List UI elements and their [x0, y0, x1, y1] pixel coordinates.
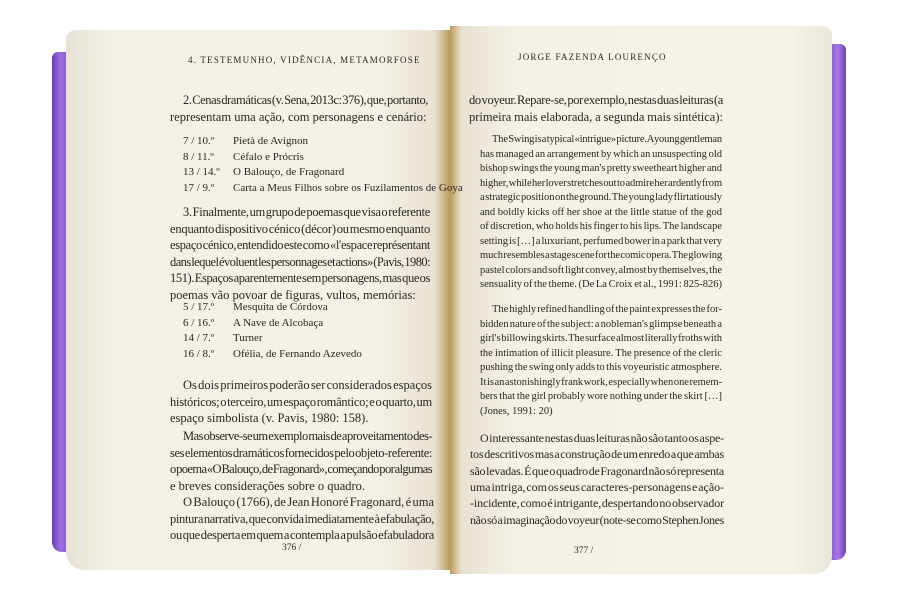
text-line: bidden nature of the subject: a nobleman's glimpse beneath a — [480, 318, 722, 330]
text-line: não só a imaginação do voyeur (note-se como Stephen Jones — [470, 512, 724, 527]
text-line: O Balouço (1766), de Jean Honoré Fragonard, é uma — [183, 495, 434, 509]
text-line: (Jones, 1991: 20) — [480, 405, 553, 417]
text-line: -incidente, como é intrigante, despertando no observador — [470, 496, 724, 511]
text-line: espaço simbolista (v. Pavis, 1980: 158). — [170, 411, 369, 425]
list-item-number: 14 / 7.º — [183, 332, 215, 344]
list-item-number: 6 / 16.º — [183, 316, 215, 329]
text-line: dans lequel évoluent les personnages et actions» (Pavis, 1980: — [170, 254, 430, 269]
text-line: primeira mais elaborada, a segunda mais sintética): — [469, 110, 723, 124]
text-line: setting is […] a luxuriant, perfumed bower in a park that very — [480, 235, 722, 247]
list-item-number: 17 / 9.º — [183, 181, 215, 194]
text-line: O interessante nestas duas leituras não são tanto os aspe- — [480, 431, 724, 445]
text-line: históricos; o terceiro, um espaço romântico; e o quarto, um — [170, 394, 432, 409]
text-line: sensuality of the theme. (De La Croix et al., 1991: 825-826) — [480, 279, 722, 290]
text-line: espaço cénico, entendido este como «l'espace représentant — [170, 238, 430, 252]
text-line: a strategic position on the ground. The young lady flirtatiously — [480, 192, 722, 203]
text-line: poemas vão povoar de figuras, vultos, memórias: — [170, 287, 416, 302]
list-item-title: Ofélia, de Fernando Azevedo — [233, 347, 362, 360]
list-item-number: 16 / 8.º — [183, 347, 215, 360]
page-number-right: 377 / — [574, 546, 594, 556]
text-line: Os dois primeiros poderão ser considerados espaços — [183, 378, 432, 392]
text-line: o poema «O Balouço, de Fragonard», começando por algumas — [170, 462, 432, 476]
running-header-left: 4. TESTEMUNHO, VIDÊNCIA, METAMORFOSE — [188, 55, 421, 65]
list-item-title: Céfalo e Prócris — [233, 150, 304, 163]
list-item-title: Mesquita de Córdova — [233, 301, 328, 313]
list-item-title: A Nave de Alcobaça — [233, 316, 324, 329]
text-line: pushing the swing only adds to this voyeuristic atmosphere. — [480, 362, 722, 373]
text-line: ses elementos dramáticos fornecidos pelo objeto-referente: — [170, 445, 432, 460]
text-line: Mas observe-se um exemplo mais de aproveitamento des- — [183, 429, 433, 443]
text-line: The Swing is a typical «intrigue» picture. A young gentleman — [492, 134, 722, 145]
text-line: and boldly kicks off her shoe at the little statue of the god — [480, 206, 722, 218]
text-line: of discretion, who holds his finger to his lips. The landscape — [480, 221, 722, 232]
list-item-title: Pietà de Avignon — [233, 135, 308, 147]
text-line: pintura narrativa, que convida imediatamente à efabulação, — [170, 511, 434, 526]
text-line: uma intriga, com os seus caracteres-personagens e ação- — [470, 479, 724, 494]
text-line: the intimation of illicit pleasure. The presence of the cleric — [480, 347, 722, 359]
text-line: much resembles a stage scene for the comic opera. The glowing — [480, 250, 722, 261]
text-line: e breves considerações sobre o quadro. — [170, 478, 366, 493]
list-item-number: 13 / 14.º — [183, 166, 220, 178]
list-item-title: O Balouço, de Fragonard — [233, 166, 345, 178]
list-item-number: 8 / 11.º — [183, 150, 214, 163]
running-header-right: JORGE FAZENDA LOURENÇO — [518, 52, 667, 62]
text-line: bers that the girl probably wore nothing under the skirt […] — [480, 391, 722, 402]
text-line: do voyeur. Repare-se, por exemplo, nestas duas leituras (a — [469, 93, 723, 107]
text-line: The highly refined handling of the paint expresses the for- — [492, 304, 722, 315]
text-line: bishop swings the young man's pretty sweetheart higher and — [480, 163, 722, 174]
page-number-left: 376 / — [282, 543, 302, 553]
text-line: 2. Cenas dramáticas (v. Sena, 2013c: 376), que, portanto, — [183, 93, 428, 107]
list-item-title: Carta a Meus Filhos sobre os Fuzilamentos de Goya — [233, 181, 463, 194]
text-line: representam uma ação, com personagens e cenário: — [170, 109, 427, 124]
list-item-number: 5 / 17.º — [183, 301, 215, 313]
text-line: enquanto dispositivo cénico (décor) ou mesmo enquanto — [170, 221, 430, 236]
text-line: higher, while her lover stretches out to admire her ardently from — [480, 177, 722, 189]
text-line: girl's billowing skirts. The surface almost literally froths with — [480, 333, 722, 344]
text-line: tos descritivos mas a construção de um enredo a que ambas — [470, 447, 724, 462]
text-line: pastel colors and soft light convey, almost by themselves, the — [480, 264, 722, 276]
list-item-number: 7 / 10.º — [183, 135, 215, 147]
text-line: 151). Espaços aparentemente sem personagens, mas que os — [170, 271, 430, 285]
text-line: It is an astonishingly frank work, especially when one remem- — [480, 376, 723, 388]
text-line: são levadas. É que o quadro de Fragonard não só representa — [470, 463, 724, 478]
text-line: has managed an arrangement by which an unsuspecting old — [480, 148, 722, 160]
list-item-title: Turner — [233, 332, 263, 344]
text-line: ou que desperta em quem a contempla a pulsão efabuladora — [170, 528, 434, 542]
text-line: 3. Finalmente, um grupo de poemas que visa o referente — [183, 205, 430, 219]
